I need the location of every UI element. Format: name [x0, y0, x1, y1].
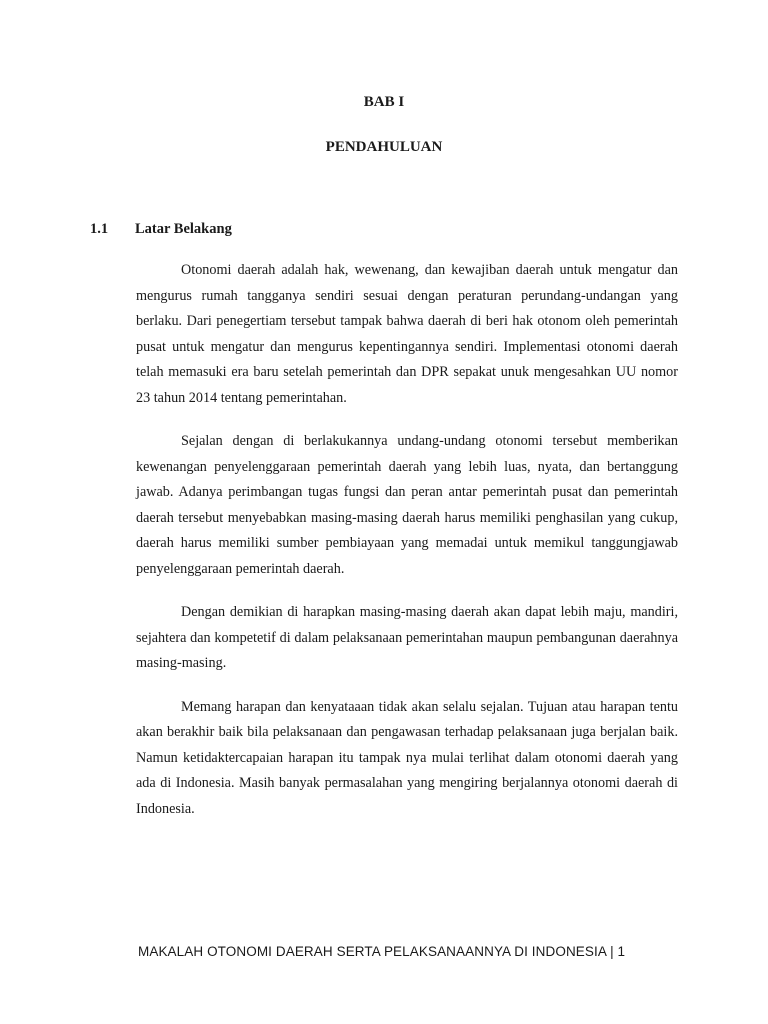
paragraph-2: Sejalan dengan di berlakukannya undang-undang otonomi tersebut memberikan kewenangan penyelenggaraan pemerintah daerah yang lebih luas, nyata, dan bertanggung jawab. Adanya perimbangan tugas fungsi dan peran antar pemerintah pusat dan pemerintah daerah tersebut menyebabkan masing-masing daerah harus memiliki penghasilan yang cukup, daerah harus memiliki sumber pembiayaan yang memadai untuk memikul tanggungjawab penyelenggaraan pemerintah daerah. — [136, 433, 678, 577]
section-heading — [90, 221, 232, 238]
paragraph-3: Dengan demikian di harapkan masing-masing daerah akan dapat lebih maju, mandiri, sejahtera dan kompetetif di dalam pelaksanaan pemerintahan maupun pembangunan daerahnya masing-masing. — [136, 604, 678, 671]
paragraph-1: Otonomi daerah adalah hak, wewenang, dan kewajiban daerah untuk mengatur dan mengurus rumah tangganya sendiri sesuai dengan peraturan perundang-undangan yang berlaku. Dari penegertiam tersebut tampak bahwa daerah di beri hak otonom oleh pemerintah pusat untuk mengatur dan mengurus kepentingannya sendiri. Implementasi otonomi daerah telah memasuki era baru setelah pemerintah dan DPR sepakat unuk mengesahkan UU nomor 23 tahun 2014 tentang pemerintahan. — [136, 262, 678, 406]
document-body — [136, 258, 678, 840]
section-number: 1.1 — [90, 221, 109, 237]
chapter-number: BAB I — [363, 94, 405, 110]
chapter-title: PENDAHULUAN — [325, 139, 443, 155]
page-footer: MAKALAH OTONOMI DAERAH SERTA PELAKSANAANNYA DI INDONESIA | 1 — [138, 944, 626, 959]
paragraph-4: Memang harapan dan kenyataaan tidak akan selalu sejalan. Tujuan atau harapan tentu akan berakhir baik bila pelaksanaan dan pengawasan terhadap pelaksanaan juga berjalan baik. Namun ketidaktercapaian harapan itu tampak nya mulai terlihat dalam otonomi daerah yang ada di Indonesia. Masih banyak permasalahan yang mengiring berjalannya otonomi daerah di Indonesia. — [136, 698, 678, 817]
section-title: Latar Belakang — [135, 221, 232, 237]
